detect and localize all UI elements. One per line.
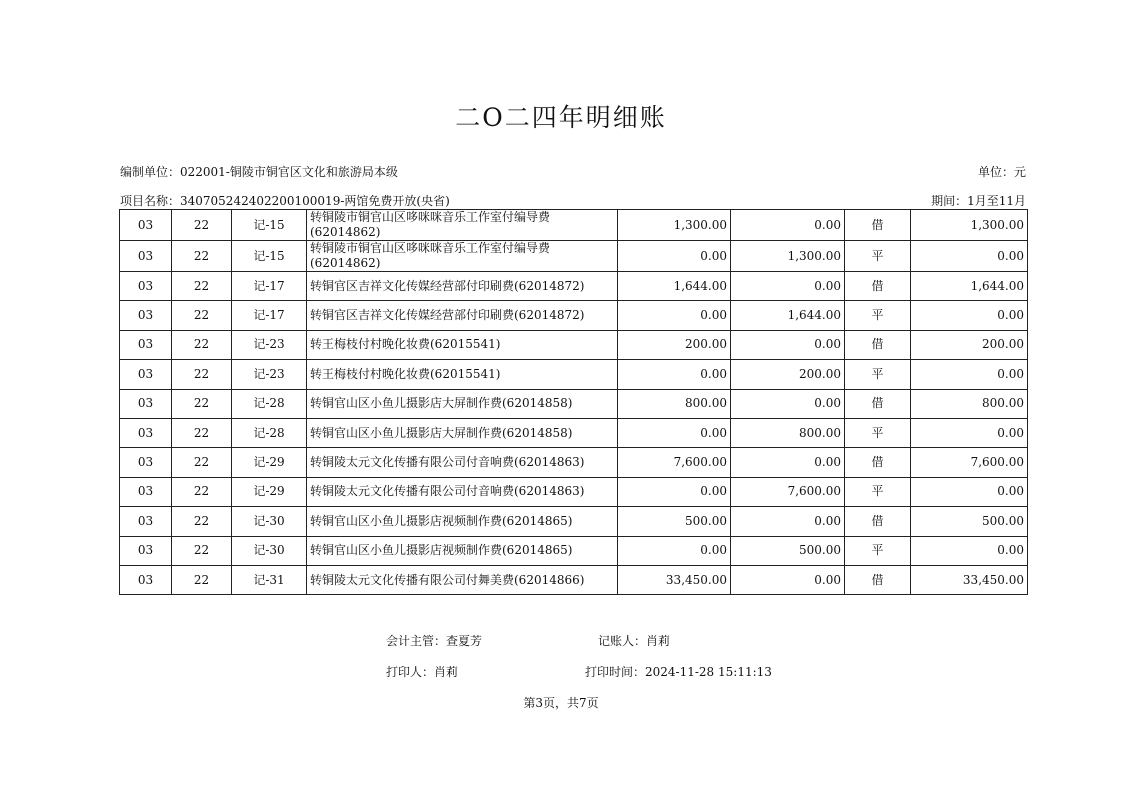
currency-label: 单位：元 [977,165,1026,179]
table-row [120,389,1028,418]
table-row [120,418,1028,447]
balance-cell: 800.00 [911,389,1028,418]
project-label: 项目名称：34070524240220010001​9-两馆免费开放(央省) [120,194,450,208]
day-cell: 22 [172,272,232,301]
balance-cell: 0.00 [911,477,1028,506]
document-title: 二O二四年明细账 [455,103,667,132]
summary-cell: 转铜官区吉祥文化传媒经营部付印刷费(62014872) [307,301,618,330]
credit-cell: 0.00 [731,330,845,359]
summary-cell: 转王梅枝付村晚化妆费(62015541) [307,330,618,359]
month-cell: 03 [120,389,172,418]
debit-cell: 500.00 [618,507,731,536]
voucher-cell: 记-17 [232,272,307,301]
supervisor-label: 会计主管：查夏芳 [386,634,483,648]
balance-cell: 0.00 [911,241,1028,272]
direction-cell: 借 [845,507,911,536]
credit-cell: 1,300.00 [731,241,845,272]
month-cell: 03 [120,241,172,272]
debit-cell: 0.00 [618,241,731,272]
balance-cell: 7,600.00 [911,448,1028,477]
balance-cell: 0.00 [911,418,1028,447]
table-row [120,330,1028,359]
table-row [120,536,1028,565]
debit-cell: 0.00 [618,418,731,447]
voucher-cell: 记-29 [232,477,307,506]
voucher-cell: 记-15 [232,241,307,272]
debit-cell: 1,300.00 [618,210,731,241]
debit-cell: 0.00 [618,536,731,565]
balance-cell: 1,644.00 [911,272,1028,301]
direction-cell: 借 [845,389,911,418]
day-cell: 22 [172,448,232,477]
credit-cell: 0.00 [731,210,845,241]
direction-cell: 借 [845,448,911,477]
summary-cell: 转铜陵太元文化传播有限公司付音响费(62014863) [307,448,618,477]
voucher-cell: 记-28 [232,389,307,418]
direction-cell: 平 [845,536,911,565]
ledger-table [119,209,1028,595]
day-cell: 22 [172,210,232,241]
voucher-cell: 记-28 [232,418,307,447]
balance-cell: 200.00 [911,330,1028,359]
summary-cell: 转铜官山区小鱼儿摄影店大屏制作费(62014858) [307,418,618,447]
day-cell: 22 [172,507,232,536]
day-cell: 22 [172,565,232,594]
direction-cell: 借 [845,565,911,594]
day-cell: 22 [172,360,232,389]
month-cell: 03 [120,360,172,389]
balance-cell: 500.00 [911,507,1028,536]
unit-label: 编制单位：022001-铜陵市铜官区文化和旅游局本级 [120,165,398,179]
table-row [120,507,1028,536]
month-cell: 03 [120,565,172,594]
credit-cell: 800.00 [731,418,845,447]
direction-cell: 借 [845,330,911,359]
month-cell: 03 [120,330,172,359]
credit-cell: 0.00 [731,448,845,477]
month-cell: 03 [120,301,172,330]
table-row [120,301,1028,330]
table-row [120,565,1028,594]
credit-cell: 0.00 [731,565,845,594]
debit-cell: 33,450.00 [618,565,731,594]
voucher-cell: 记-15 [232,210,307,241]
day-cell: 22 [172,536,232,565]
month-cell: 03 [120,507,172,536]
summary-cell: 转铜陵太元文化传播有限公司付音响费(62014863) [307,477,618,506]
month-cell: 03 [120,536,172,565]
credit-cell: 7,600.00 [731,477,845,506]
balance-cell: 1,300.00 [911,210,1028,241]
summary-cell: 转铜陵市铜官山区哆咪咪音乐工作室付编导费(62014862) [307,241,618,272]
balance-cell: 0.00 [911,360,1028,389]
period-label: 期间：1月至11月 [931,194,1026,208]
day-cell: 22 [172,418,232,447]
ledger-body [120,210,1028,595]
month-cell: 03 [120,272,172,301]
page-indicator: 第3页，共7页 [523,696,599,710]
debit-cell: 0.00 [618,301,731,330]
month-cell: 03 [120,477,172,506]
balance-cell: 0.00 [911,301,1028,330]
direction-cell: 平 [845,241,911,272]
summary-cell: 转王梅枝付村晚化妆费(62015541) [307,360,618,389]
voucher-cell: 记-29 [232,448,307,477]
day-cell: 22 [172,241,232,272]
debit-cell: 800.00 [618,389,731,418]
direction-cell: 平 [845,418,911,447]
table-row [120,360,1028,389]
debit-cell: 0.00 [618,477,731,506]
debit-cell: 1,644.00 [618,272,731,301]
voucher-cell: 记-30 [232,536,307,565]
debit-cell: 0.00 [618,360,731,389]
summary-cell: 转铜官山区小鱼儿摄影店大屏制作费(62014858) [307,389,618,418]
voucher-cell: 记-23 [232,330,307,359]
summary-cell: 转铜官山区小鱼儿摄影店视频制作费(62014865) [307,507,618,536]
print-time-label: 打印时间：2024-11-28 15:11:13 [585,665,772,679]
table-row [120,241,1028,272]
voucher-cell: 记-30 [232,507,307,536]
voucher-cell: 记-31 [232,565,307,594]
month-cell: 03 [120,418,172,447]
day-cell: 22 [172,330,232,359]
balance-cell: 33,450.00 [911,565,1028,594]
month-cell: 03 [120,448,172,477]
bookkeeper-label: 记账人：肖莉 [598,634,671,648]
day-cell: 22 [172,477,232,506]
summary-cell: 转铜官山区小鱼儿摄影店视频制作费(62014865) [307,536,618,565]
credit-cell: 0.00 [731,389,845,418]
direction-cell: 平 [845,360,911,389]
printer-label: 打印人：肖莉 [386,665,459,679]
credit-cell: 0.00 [731,507,845,536]
balance-cell: 0.00 [911,536,1028,565]
direction-cell: 借 [845,210,911,241]
summary-cell: 转铜官区吉祥文化传媒经营部付印刷费(62014872) [307,272,618,301]
month-cell: 03 [120,210,172,241]
table-row [120,210,1028,241]
day-cell: 22 [172,301,232,330]
credit-cell: 500.00 [731,536,845,565]
table-row [120,272,1028,301]
direction-cell: 借 [845,272,911,301]
credit-cell: 200.00 [731,360,845,389]
direction-cell: 平 [845,477,911,506]
debit-cell: 200.00 [618,330,731,359]
summary-cell: 转铜陵市铜官山区哆咪咪音乐工作室付编导费(62014862) [307,210,618,241]
summary-cell: 转铜陵太元文化传播有限公司付舞美费(62014866) [307,565,618,594]
table-row [120,477,1028,506]
credit-cell: 1,644.00 [731,301,845,330]
credit-cell: 0.00 [731,272,845,301]
direction-cell: 平 [845,301,911,330]
day-cell: 22 [172,389,232,418]
voucher-cell: 记-17 [232,301,307,330]
table-row [120,448,1028,477]
debit-cell: 7,600.00 [618,448,731,477]
voucher-cell: 记-23 [232,360,307,389]
